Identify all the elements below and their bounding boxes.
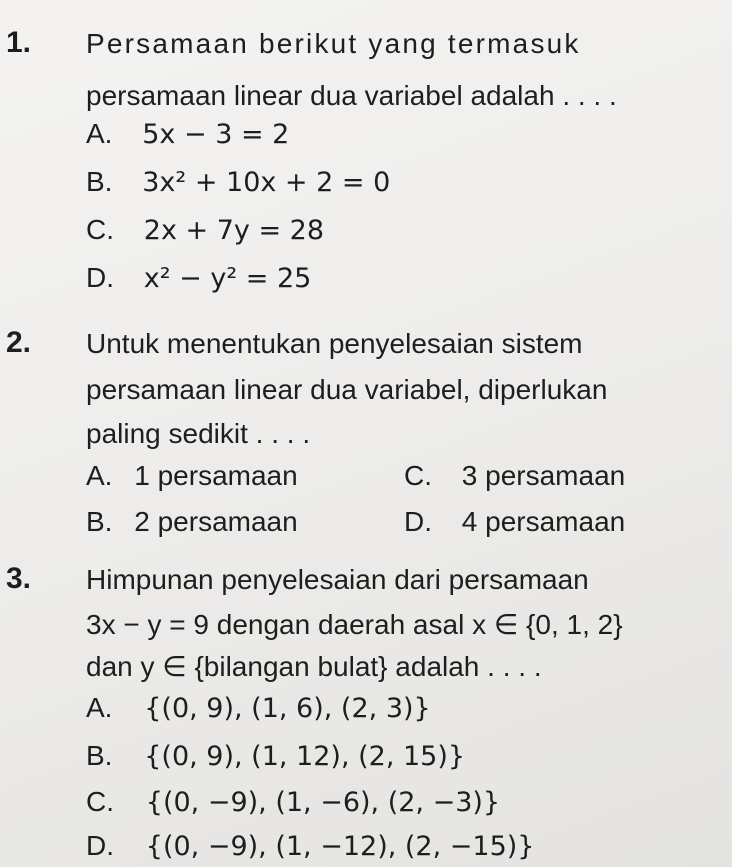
option-letter: D.: [86, 830, 114, 861]
option-text: {(0, −9), (1, −12), (2, −15)}: [145, 831, 535, 862]
option-text: 3 persamaan: [461, 460, 626, 491]
option-c[interactable]: [86, 786, 500, 818]
option-text: 1 persamaan: [134, 460, 298, 491]
question-stem-line: Persamaan berikut yang termasuk: [86, 28, 581, 59]
option-text: {(0, 9), (1, 12), (2, 15)}: [144, 741, 466, 772]
question-stem-line: persamaan linear dua variabel adalah . . . .: [86, 80, 617, 111]
option-letter: A.: [86, 460, 113, 491]
option-text: {(0, −9), (1, −6), (2, −3)}: [145, 787, 501, 818]
option-text: 4 persamaan: [461, 506, 626, 537]
question-stem-line: paling sedikit . . . .: [86, 418, 311, 449]
option-b[interactable]: [86, 166, 390, 198]
option-d[interactable]: [86, 830, 534, 862]
option-text: 5x − 3 = 2: [142, 119, 290, 150]
option-letter: D.: [86, 262, 114, 293]
option-letter: A.: [86, 118, 113, 149]
option-text: 2 persamaan: [134, 506, 298, 537]
option-letter: C.: [86, 786, 114, 817]
option-a[interactable]: [86, 692, 431, 724]
question-stem-line: Himpunan penyelesaian dari persamaan: [86, 564, 589, 595]
option-c[interactable]: [404, 460, 625, 492]
question-number: 1.: [6, 26, 32, 59]
option-d[interactable]: [404, 506, 625, 538]
option-d[interactable]: [86, 262, 311, 294]
option-a[interactable]: [86, 460, 298, 492]
question-number: 3.: [6, 562, 32, 595]
option-c[interactable]: [86, 214, 324, 246]
option-text: 3x² + 10x + 2 = 0: [142, 167, 391, 198]
option-a[interactable]: [86, 118, 289, 150]
question-stem-line: persamaan linear dua variabel, diperlukan: [86, 374, 608, 405]
question-stem-line: Untuk menentukan penyelesaian sistem: [86, 328, 583, 359]
option-letter: B.: [86, 506, 113, 537]
option-letter: D.: [404, 506, 432, 537]
option-text: {(0, 9), (1, 6), (2, 3)}: [144, 693, 431, 724]
option-letter: A.: [86, 692, 113, 723]
option-b[interactable]: [86, 740, 465, 772]
option-letter: C.: [404, 460, 432, 491]
option-letter: B.: [86, 740, 113, 771]
option-letter: B.: [86, 166, 113, 197]
question-stem-line: dan y ∈ {bilangan bulat} adalah . . . .: [86, 651, 542, 682]
option-letter: C.: [86, 214, 114, 245]
option-text: 2x + 7y = 28: [143, 215, 325, 246]
option-b[interactable]: [86, 506, 298, 538]
option-text: x² − y² = 25: [143, 263, 312, 294]
question-stem-line: 3x − y = 9 dengan daerah asal x ∈ {0, 1, 2}: [86, 609, 623, 640]
question-number: 2.: [6, 326, 32, 359]
